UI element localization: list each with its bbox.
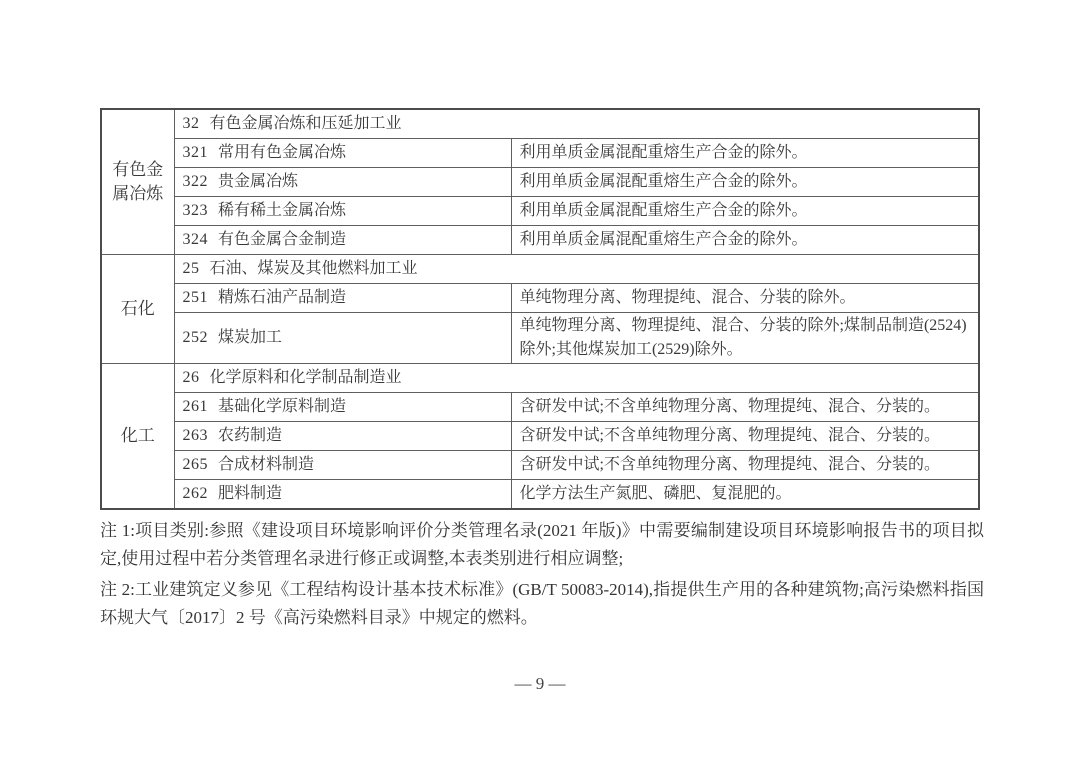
industry-item-cell [174, 139, 511, 168]
table-row [101, 451, 979, 480]
industry-name: 煤炭加工 [218, 329, 283, 346]
industry-code: 324 [182, 231, 208, 248]
industry-code: 321 [182, 144, 208, 161]
industry-item-cell [174, 451, 511, 480]
footnote-1: 注 1:项目类别:参照《建设项目环境影响评价分类管理名录(2021 年版)》中需要编制建设项目环境影响报告书的项目拟定,使用过程中若分类管理名录进行修正或调整,本表类别进行相应调整; [100, 521, 984, 568]
category-cell: 化工 [101, 364, 174, 510]
industry-code: 261 [182, 398, 208, 415]
footnotes [100, 517, 984, 632]
industry-code: 323 [182, 202, 208, 219]
industry-name: 肥料制造 [218, 485, 283, 502]
table-row [101, 313, 979, 364]
industry-name: 贵金属冶炼 [218, 173, 299, 190]
category-cell: 石化 [101, 255, 174, 364]
table-row [101, 480, 979, 510]
industry-group-name: 石油、煤炭及其他燃料加工业 [209, 260, 418, 277]
industry-group-cell [174, 364, 979, 393]
industry-note-cell: 化学方法生产氮肥、磷肥、复混肥的。 [511, 480, 979, 510]
industry-note-cell: 含研发中试;不含单纯物理分离、物理提纯、混合、分装的。 [511, 393, 979, 422]
industry-group-name: 化学原料和化学制品制造业 [209, 369, 402, 386]
page-number: — 9 — [514, 674, 566, 693]
industry-group-name: 有色金属冶炼和压延加工业 [209, 115, 402, 132]
industry-note-cell: 利用单质金属混配重熔生产合金的除外。 [511, 139, 979, 168]
industry-note-cell: 含研发中试;不含单纯物理分离、物理提纯、混合、分装的。 [511, 422, 979, 451]
industry-name: 常用有色金属冶炼 [218, 144, 347, 161]
industry-name: 精炼石油产品制造 [218, 289, 347, 306]
table-row [101, 422, 979, 451]
industry-name: 基础化学原料制造 [218, 398, 347, 415]
industry-code: 252 [182, 329, 208, 346]
table-row [101, 255, 979, 284]
industry-name: 稀有稀土金属冶炼 [218, 202, 347, 219]
table-row [101, 168, 979, 197]
industry-name: 农药制造 [218, 427, 283, 444]
industry-note-cell: 单纯物理分离、物理提纯、混合、分装的除外;煤制品制造(2524)除外;其他煤炭加工(2529)除外。 [511, 313, 979, 364]
industry-group-cell [174, 255, 979, 284]
table-row [101, 284, 979, 313]
table-row [101, 109, 979, 139]
category-cell: 有色金属冶炼 [101, 109, 174, 255]
industry-name: 合成材料制造 [218, 456, 315, 473]
footnote-2: 注 2:工业建筑定义参见《工程结构设计基本技术标准》(GB/T 50083-2014),指提供生产用的各种建筑物;高污染燃料指国环规大气〔2017〕2 号《高污染燃料目录》中规定的燃料。 [100, 580, 984, 627]
table-row [101, 197, 979, 226]
industry-item-cell [174, 168, 511, 197]
industry-item-cell [174, 422, 511, 451]
industry-group-code: 26 [182, 369, 200, 386]
industry-group-code: 25 [182, 260, 200, 277]
table-row [101, 226, 979, 255]
industry-code: 251 [182, 289, 208, 306]
industry-item-cell [174, 197, 511, 226]
industry-name: 有色金属合金制造 [218, 231, 347, 248]
industry-item-cell [174, 480, 511, 510]
industry-item-cell [174, 393, 511, 422]
industry-code: 265 [182, 456, 208, 473]
industry-code: 263 [182, 427, 208, 444]
industry-code: 322 [182, 173, 208, 190]
industry-classification-table [100, 108, 980, 510]
table-row [101, 393, 979, 422]
industry-note-cell: 单纯物理分离、物理提纯、混合、分装的除外。 [511, 284, 979, 313]
table-row [101, 139, 979, 168]
industry-group-code: 32 [182, 115, 200, 132]
industry-note-cell: 利用单质金属混配重熔生产合金的除外。 [511, 168, 979, 197]
industry-item-cell [174, 313, 511, 364]
page-content [100, 108, 984, 635]
industry-item-cell [174, 284, 511, 313]
industry-note-cell: 利用单质金属混配重熔生产合金的除外。 [511, 226, 979, 255]
industry-note-cell: 利用单质金属混配重熔生产合金的除外。 [511, 197, 979, 226]
industry-item-cell [174, 226, 511, 255]
industry-note-cell: 含研发中试;不含单纯物理分离、物理提纯、混合、分装的。 [511, 451, 979, 480]
industry-group-cell [174, 109, 979, 139]
industry-code: 262 [182, 485, 208, 502]
table-row [101, 364, 979, 393]
